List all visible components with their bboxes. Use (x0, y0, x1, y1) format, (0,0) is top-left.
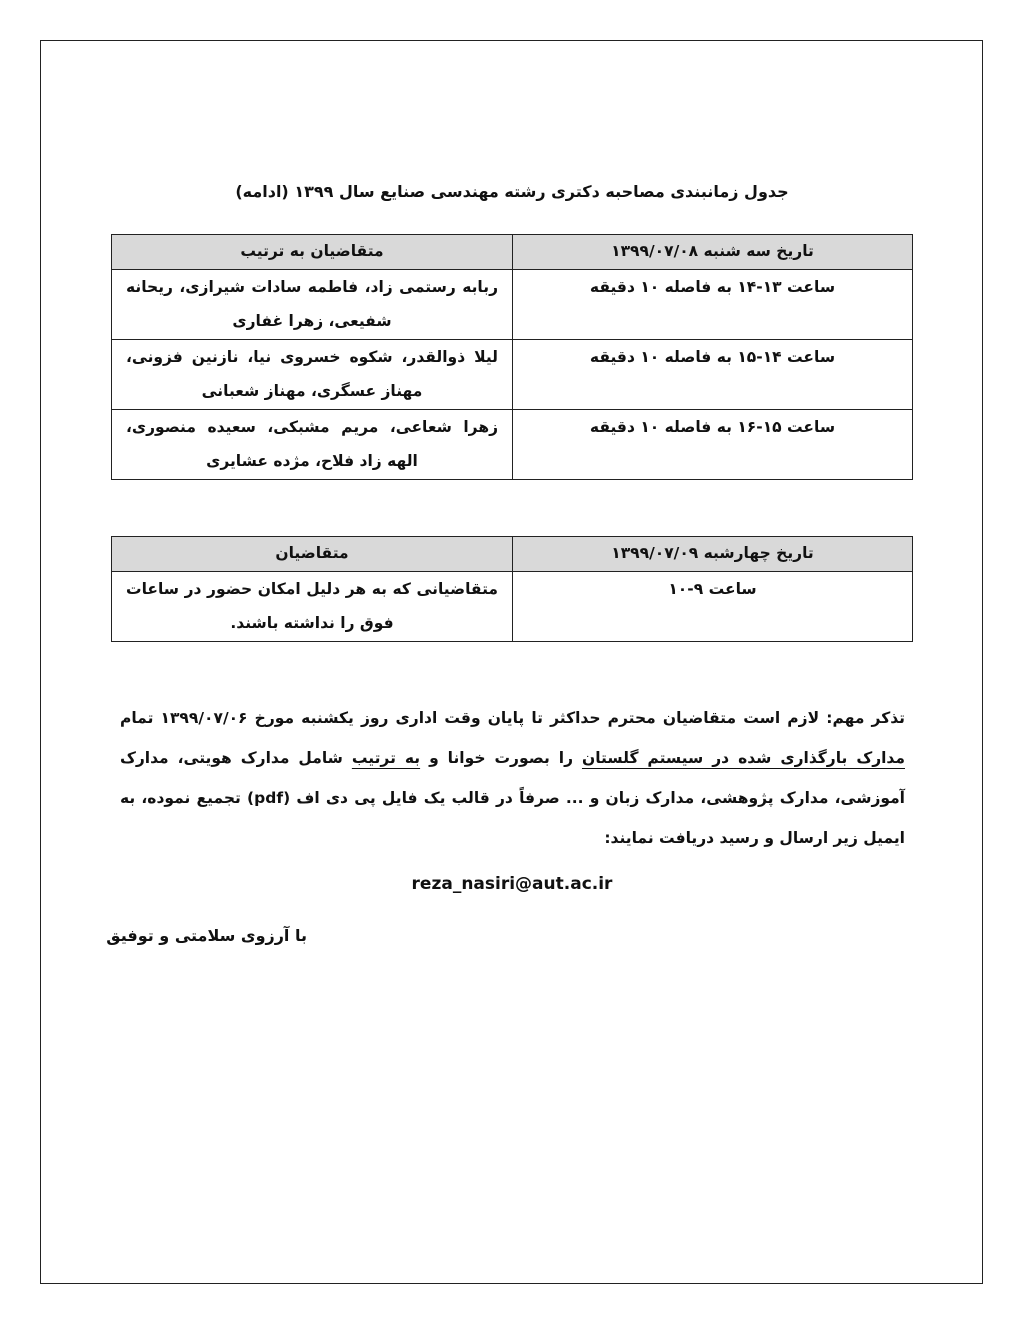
table-row (112, 410, 913, 480)
table-header-row (112, 537, 913, 572)
names-cell: ربابه رستمی زاد، فاطمه سادات شیرازی، ریحانه شفیعی، زهرا غفاری (112, 270, 513, 340)
notice-text: شامل مدارک هویتی، مدارک آموزشی، مدارک پژوهشی، مدارک زبان و ... صرفاً در قالب یک فایل پی دی اف (pdf) تجمیع نموده، به ایمیل زیر ارسال و رسید دریافت نمایند: (120, 749, 905, 847)
table-header-row (112, 235, 913, 270)
contact-email: reza_nasiri@aut.ac.ir (411, 874, 613, 894)
table-row (112, 340, 913, 410)
notice-underlined-order: به ترتیب (351, 749, 421, 767)
date-header: تاریخ چهارشبه ۱۳۹۹/۰۷/۰۹ (513, 537, 913, 572)
important-notice (120, 698, 905, 858)
schedule-table-tuesday (111, 234, 913, 480)
date-header: تاریخ سه شنبه ۱۳۹۹/۰۷/۰۸ (513, 235, 913, 270)
document-title: جدول زمانبندی مصاحبه دکتری رشته مهندسی صنایع سال ۱۳۹۹ (ادامه) (235, 182, 789, 201)
applicants-header: متقاضیان (112, 537, 513, 572)
names-cell: لیلا ذوالقدر، شکوه خسروی نیا، نازنین فزونی، مهناز عسگری، مهناز شعبانی (112, 340, 513, 410)
time-cell: ساعت ۱۳-۱۴ به فاصله ۱۰ دقیقه (513, 270, 913, 340)
time-cell: ساعت ۹-۱۰ (513, 572, 913, 642)
time-cell: ساعت ۱۵-۱۶ به فاصله ۱۰ دقیقه (513, 410, 913, 480)
notice-underlined-documents: مدارک بارگذاری شده در سیستم گلستان (581, 749, 905, 767)
notice-text: تذکر مهم: لازم است متقاضیان محترم حداکثر تا پایان وقت اداری روز یکشنبه مورخ ۱۳۹۹/۰۷/۰۶ تمام (120, 709, 905, 727)
names-cell: زهرا شعاعی، مریم مشبکی، سعیده منصوری، الهه زاد فلاح، مژده عشایری (112, 410, 513, 480)
page-frame (40, 40, 983, 1284)
schedule-table-wednesday (111, 536, 913, 642)
notice-text: را بصورت خوانا و (420, 749, 582, 767)
names-cell: متقاضیانی که به هر دلیل امکان حضور در ساعات فوق را نداشته باشند. (112, 572, 513, 642)
closing-remark: با آرزوی سلامتی و توفیق (106, 926, 307, 945)
applicants-header: متقاضیان به ترتیب (112, 235, 513, 270)
time-cell: ساعت ۱۴-۱۵ به فاصله ۱۰ دقیقه (513, 340, 913, 410)
table-row (112, 572, 913, 642)
table-row (112, 270, 913, 340)
